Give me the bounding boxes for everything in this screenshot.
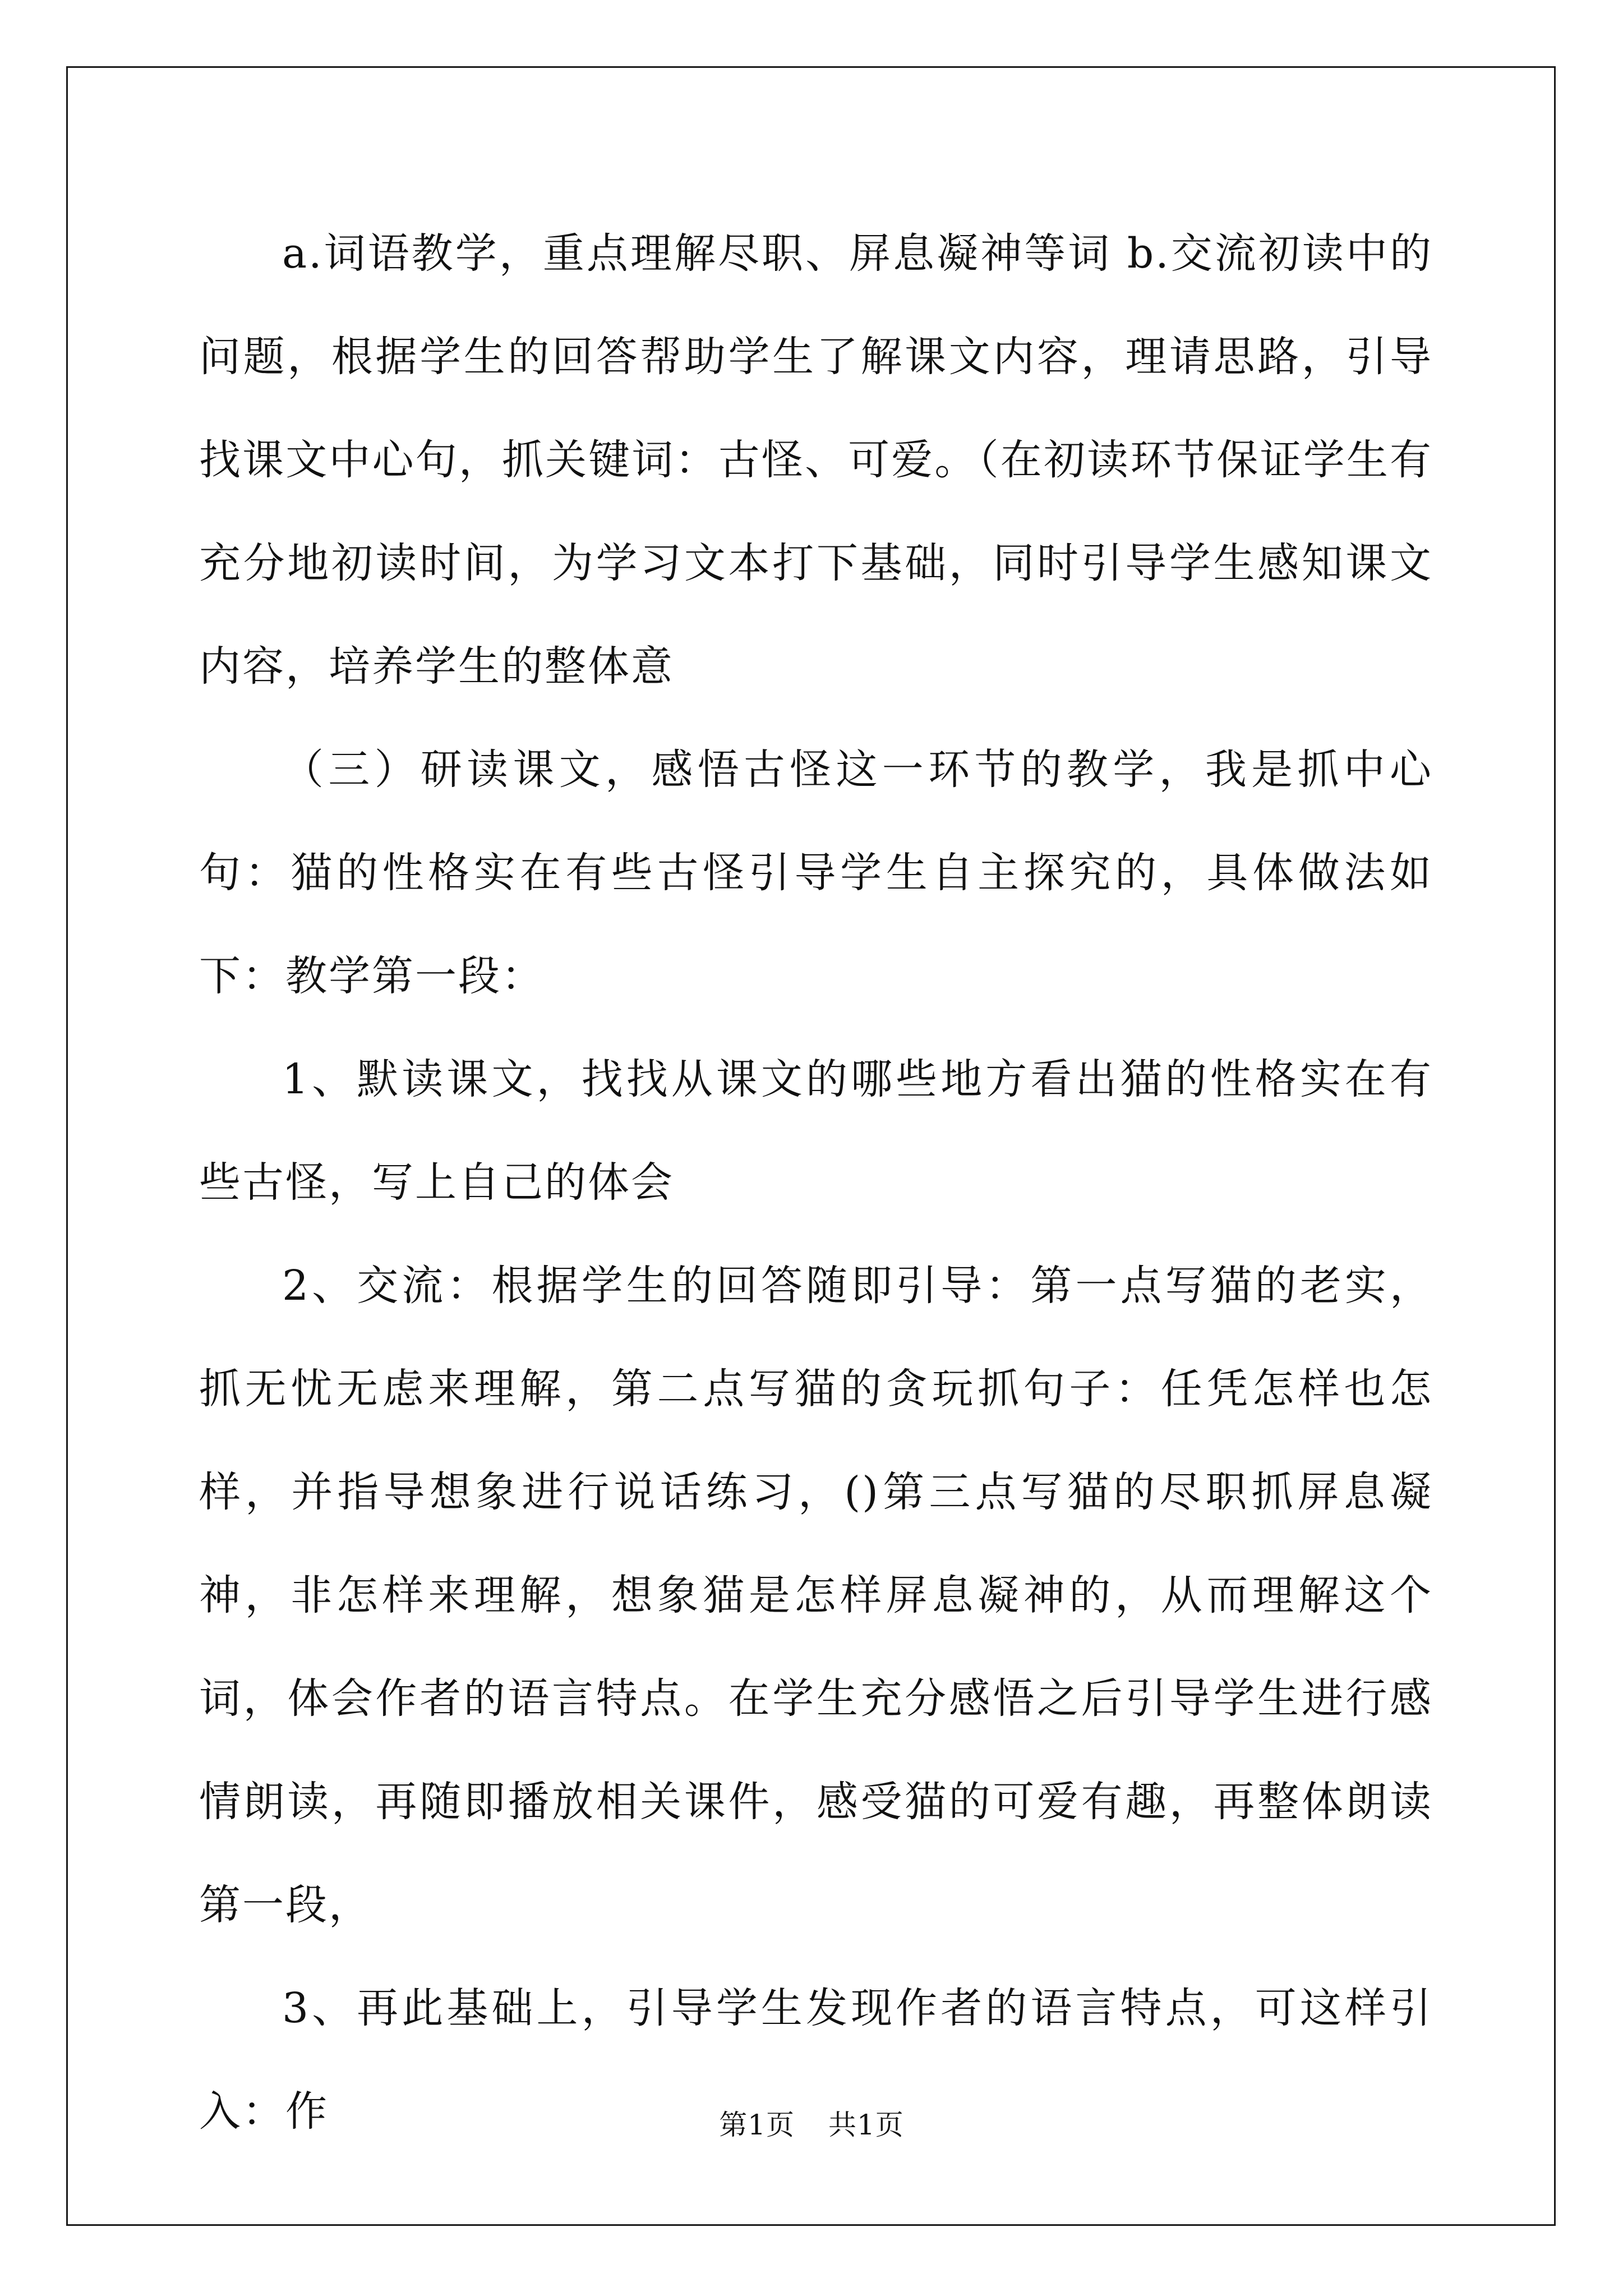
page-footer bbox=[0, 2108, 1623, 2142]
page-total: 共1页 bbox=[828, 2109, 904, 2141]
paragraph-vocabulary: a.词语教学，重点理解尽职、屏息凝神等词 b.交流初读中的问题，根据学生的回答帮助学生了解课文内容，理请思路，引导找课文中心句，抓关键词：古怪、可爱。（在初读环节保证学生有充分地初读时间，为学习文本打下基础，同时引导学生感知课文内容，培养学生的整体意 bbox=[199, 229, 1433, 691]
page-number: 第1页 bbox=[719, 2109, 795, 2141]
paragraph-step-three: 3、再此基础上，引导学生发现作者的语言特点，可这样引入：作 bbox=[199, 1984, 1433, 2136]
paragraph-section-three: （三）研读课文，感悟古怪这一环节的教学，我是抓中心句：猫的性格实在有些古怪引导学生自主探究的，具体做法如下：教学第一段： bbox=[199, 746, 1433, 1000]
paragraph-step-one: 1、默读课文，找找从课文的哪些地方看出猫的性格实在有些古怪，写上自己的体会 bbox=[199, 1055, 1433, 1207]
paragraph-step-two: 2、交流：根据学生的回答随即引导：第一点写猫的老实，抓无忧无虑来理解，第二点写猫的贪玩抓句子：任凭怎样也怎样，并指导想象进行说话练习，()第三点写猫的尽职抓屏息凝神，非怎样来理解，想象猫是怎样屏息凝神的，从而理解这个词，体会作者的语言特点。在学生充分感悟之后引导学生进行感情朗读，再随即播放相关课件，感受猫的可爱有趣，再整体朗读第一段， bbox=[199, 1262, 1433, 1929]
document-body bbox=[199, 202, 1433, 2163]
